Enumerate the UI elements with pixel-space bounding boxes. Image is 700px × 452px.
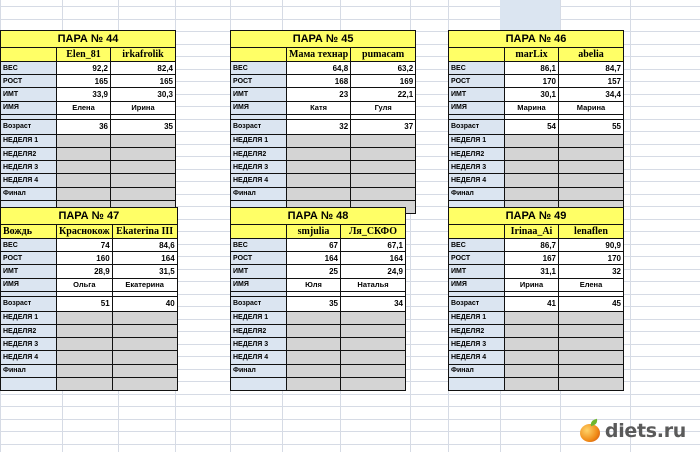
weight-cell[interactable]: 74 bbox=[57, 239, 113, 252]
age-cell[interactable]: 37 bbox=[351, 119, 416, 134]
weight-cell[interactable]: 86,1 bbox=[505, 62, 559, 75]
row-label: ИМТ bbox=[449, 265, 505, 278]
week-cell[interactable] bbox=[57, 147, 111, 160]
weight-cell[interactable]: 90,9 bbox=[559, 239, 624, 252]
pair-title[interactable]: ПАРА № 49 bbox=[449, 208, 624, 225]
week-cell[interactable] bbox=[57, 187, 111, 200]
week-cell[interactable] bbox=[57, 324, 113, 337]
row-label: РОСТ bbox=[231, 252, 287, 265]
name-cell[interactable]: Ольга bbox=[57, 278, 113, 291]
week-cell[interactable] bbox=[112, 338, 177, 351]
row-label: ИМЯ bbox=[1, 101, 57, 114]
name-cell[interactable]: Катя bbox=[287, 101, 351, 114]
name-cell[interactable]: Ирина bbox=[111, 101, 176, 114]
pair-title[interactable]: ПАРА № 44 bbox=[1, 31, 176, 48]
row-label: НЕДЕЛЯ 1 bbox=[231, 311, 287, 324]
height-cell[interactable]: 157 bbox=[559, 75, 624, 88]
row-label: Возраст bbox=[231, 296, 287, 311]
week-cell[interactable] bbox=[559, 147, 624, 160]
bmi-cell[interactable]: 23 bbox=[287, 88, 351, 101]
row-label: ИМТ bbox=[231, 265, 287, 278]
row-label: ВЕС bbox=[231, 62, 287, 75]
row-label: Финал bbox=[231, 364, 287, 377]
week-cell[interactable] bbox=[341, 338, 406, 351]
row-label: НЕДЕЛЯ 3 bbox=[1, 338, 57, 351]
nick-cell[interactable]: Ekaterina III bbox=[112, 225, 177, 239]
name-cell[interactable]: Марина bbox=[505, 101, 559, 114]
week-cell[interactable] bbox=[559, 351, 624, 364]
age-cell[interactable]: 41 bbox=[505, 296, 559, 311]
row-label: НЕДЕЛЯ 3 bbox=[231, 161, 287, 174]
name-cell[interactable]: Гуля bbox=[351, 101, 416, 114]
name-cell[interactable]: Юля bbox=[287, 278, 341, 291]
nick-cell[interactable]: irkafrolik bbox=[111, 48, 176, 62]
week-cell[interactable] bbox=[505, 377, 559, 390]
week-cell[interactable] bbox=[287, 311, 341, 324]
bmi-cell[interactable]: 22,1 bbox=[351, 88, 416, 101]
row-label: Возраст bbox=[231, 119, 287, 134]
week-cell[interactable] bbox=[341, 377, 406, 390]
nick-extra-cell[interactable] bbox=[1, 48, 57, 62]
weight-cell[interactable]: 86,7 bbox=[505, 239, 559, 252]
nick-cell[interactable]: marLix bbox=[505, 48, 559, 62]
week-cell[interactable] bbox=[287, 161, 351, 174]
blank-label bbox=[449, 377, 505, 390]
nick-cell[interactable]: smjulia bbox=[287, 225, 341, 239]
logo-text: diets.ru bbox=[604, 420, 686, 442]
week-cell[interactable] bbox=[351, 134, 416, 147]
row-label: НЕДЕЛЯ 4 bbox=[449, 174, 505, 187]
row-label: НЕДЕЛЯ 1 bbox=[1, 311, 57, 324]
pair-table bbox=[230, 207, 406, 391]
row-label: НЕДЕЛЯ 4 bbox=[1, 174, 57, 187]
row-label: РОСТ bbox=[1, 75, 57, 88]
row-label: НЕДЕЛЯ2 bbox=[231, 324, 287, 337]
age-cell[interactable]: 45 bbox=[559, 296, 624, 311]
week-cell[interactable] bbox=[505, 147, 559, 160]
week-cell[interactable] bbox=[287, 134, 351, 147]
week-cell[interactable] bbox=[57, 134, 111, 147]
row-label: НЕДЕЛЯ2 bbox=[1, 147, 57, 160]
row-label: НЕДЕЛЯ 4 bbox=[231, 351, 287, 364]
week-cell[interactable] bbox=[57, 338, 113, 351]
row-label: РОСТ bbox=[449, 75, 505, 88]
week-cell[interactable] bbox=[559, 134, 624, 147]
row-label: Финал bbox=[449, 364, 505, 377]
week-cell[interactable] bbox=[559, 311, 624, 324]
week-cell[interactable] bbox=[351, 174, 416, 187]
weight-cell[interactable]: 84,7 bbox=[559, 62, 624, 75]
height-cell[interactable]: 168 bbox=[287, 75, 351, 88]
weight-cell[interactable]: 64,8 bbox=[287, 62, 351, 75]
row-label: РОСТ bbox=[449, 252, 505, 265]
blank-label bbox=[231, 377, 287, 390]
row-label: НЕДЕЛЯ 1 bbox=[449, 134, 505, 147]
row-label: РОСТ bbox=[1, 252, 57, 265]
row-label: ИМЯ bbox=[231, 101, 287, 114]
height-cell[interactable]: 164 bbox=[287, 252, 341, 265]
week-cell[interactable] bbox=[505, 161, 559, 174]
pair-title[interactable]: ПАРА № 46 bbox=[449, 31, 624, 48]
week-cell[interactable] bbox=[559, 187, 624, 200]
week-cell[interactable] bbox=[559, 174, 624, 187]
row-label: ВЕС bbox=[231, 239, 287, 252]
row-label: НЕДЕЛЯ 1 bbox=[231, 134, 287, 147]
week-cell[interactable] bbox=[351, 147, 416, 160]
age-cell[interactable]: 34 bbox=[341, 296, 406, 311]
row-label: НЕДЕЛЯ 4 bbox=[231, 174, 287, 187]
row-label: ИМЯ bbox=[231, 278, 287, 291]
week-cell[interactable] bbox=[559, 324, 624, 337]
name-cell[interactable]: Марина bbox=[559, 101, 624, 114]
age-cell[interactable]: 55 bbox=[559, 119, 624, 134]
week-cell[interactable] bbox=[287, 351, 341, 364]
week-cell[interactable] bbox=[341, 311, 406, 324]
week-cell[interactable] bbox=[57, 311, 113, 324]
week-cell[interactable] bbox=[112, 324, 177, 337]
nick-cell[interactable]: Elen_81 bbox=[57, 48, 111, 62]
row-label: Возраст bbox=[449, 119, 505, 134]
row-label: ИМТ bbox=[231, 88, 287, 101]
row-label: ВЕС bbox=[1, 62, 57, 75]
nick-extra-cell[interactable] bbox=[449, 225, 505, 239]
name-cell[interactable]: Елена bbox=[559, 278, 624, 291]
row-label: ВЕС bbox=[1, 239, 57, 252]
week-cell[interactable] bbox=[341, 364, 406, 377]
bmi-cell[interactable]: 30,3 bbox=[111, 88, 176, 101]
age-cell[interactable]: 35 bbox=[287, 296, 341, 311]
nick-extra-cell[interactable] bbox=[449, 48, 505, 62]
week-cell[interactable] bbox=[112, 311, 177, 324]
nick-cell[interactable]: Мама технар bbox=[287, 48, 351, 62]
nick-extra-cell[interactable]: Вождь bbox=[1, 225, 57, 239]
week-cell[interactable] bbox=[341, 324, 406, 337]
week-cell[interactable] bbox=[287, 187, 351, 200]
row-label: НЕДЕЛЯ 4 bbox=[1, 351, 57, 364]
week-cell[interactable] bbox=[287, 364, 341, 377]
row-label: НЕДЕЛЯ2 bbox=[1, 324, 57, 337]
row-label: НЕДЕЛЯ2 bbox=[449, 324, 505, 337]
week-cell[interactable] bbox=[111, 134, 176, 147]
row-label: ИМТ bbox=[1, 265, 57, 278]
nick-cell[interactable]: Irinaa_Ai bbox=[505, 225, 559, 239]
age-cell[interactable]: 51 bbox=[57, 296, 113, 311]
nick-cell[interactable]: pumacam bbox=[351, 48, 416, 62]
height-cell[interactable]: 165 bbox=[57, 75, 111, 88]
week-cell[interactable] bbox=[559, 377, 624, 390]
week-cell[interactable] bbox=[112, 364, 177, 377]
diets-logo bbox=[579, 420, 686, 442]
week-cell[interactable] bbox=[505, 364, 559, 377]
week-cell[interactable] bbox=[111, 174, 176, 187]
bmi-cell[interactable]: 32 bbox=[559, 265, 624, 278]
week-cell[interactable] bbox=[559, 338, 624, 351]
week-cell[interactable] bbox=[505, 324, 559, 337]
row-label: НЕДЕЛЯ 1 bbox=[1, 134, 57, 147]
row-label: ИМЯ bbox=[449, 278, 505, 291]
age-cell[interactable]: 36 bbox=[57, 119, 111, 134]
week-cell[interactable] bbox=[505, 187, 559, 200]
week-cell[interactable] bbox=[287, 377, 341, 390]
row-label: НЕДЕЛЯ 3 bbox=[231, 338, 287, 351]
row-label: Финал bbox=[1, 364, 57, 377]
week-cell[interactable] bbox=[505, 134, 559, 147]
age-cell[interactable]: 35 bbox=[111, 119, 176, 134]
height-cell[interactable]: 164 bbox=[341, 252, 406, 265]
bmi-cell[interactable]: 25 bbox=[287, 265, 341, 278]
nick-cell[interactable]: Ля_СКФО bbox=[341, 225, 406, 239]
bmi-cell[interactable]: 33,9 bbox=[57, 88, 111, 101]
pair-table bbox=[448, 207, 624, 391]
bmi-cell[interactable]: 28,9 bbox=[57, 265, 113, 278]
bmi-cell[interactable]: 31,1 bbox=[505, 265, 559, 278]
week-cell[interactable] bbox=[505, 311, 559, 324]
age-cell[interactable]: 32 bbox=[287, 119, 351, 134]
height-cell[interactable]: 170 bbox=[559, 252, 624, 265]
blank-label bbox=[1, 377, 57, 390]
name-cell[interactable]: Наталья bbox=[341, 278, 406, 291]
row-label: ИМТ bbox=[1, 88, 57, 101]
weight-cell[interactable]: 84,6 bbox=[112, 239, 177, 252]
row-label: НЕДЕЛЯ 3 bbox=[449, 338, 505, 351]
row-label: Возраст bbox=[1, 296, 57, 311]
row-label: Финал bbox=[1, 187, 57, 200]
week-cell[interactable] bbox=[559, 161, 624, 174]
nick-extra-cell[interactable] bbox=[231, 225, 287, 239]
week-cell[interactable] bbox=[57, 364, 113, 377]
row-label: ВЕС bbox=[449, 62, 505, 75]
bmi-cell[interactable]: 34,4 bbox=[559, 88, 624, 101]
height-cell[interactable]: 169 bbox=[351, 75, 416, 88]
nick-cell[interactable]: abelia bbox=[559, 48, 624, 62]
week-cell[interactable] bbox=[505, 338, 559, 351]
pair-title[interactable]: ПАРА № 45 bbox=[231, 31, 416, 48]
week-cell[interactable] bbox=[505, 351, 559, 364]
week-cell[interactable] bbox=[112, 377, 177, 390]
row-label: Возраст bbox=[449, 296, 505, 311]
week-cell[interactable] bbox=[287, 338, 341, 351]
selected-cell[interactable] bbox=[500, 0, 560, 30]
row-label: НЕДЕЛЯ 4 bbox=[449, 351, 505, 364]
pair-table bbox=[230, 30, 416, 214]
row-label: ИМЯ bbox=[1, 278, 57, 291]
row-label: Финал bbox=[449, 187, 505, 200]
row-label: ВЕС bbox=[449, 239, 505, 252]
name-cell[interactable]: Елена bbox=[57, 101, 111, 114]
pair-table bbox=[0, 30, 176, 214]
pair-table bbox=[448, 30, 624, 214]
nick-cell[interactable]: Краснокож bbox=[57, 225, 113, 239]
weight-cell[interactable]: 67,1 bbox=[341, 239, 406, 252]
weight-cell[interactable]: 63,2 bbox=[351, 62, 416, 75]
row-label: НЕДЕЛЯ2 bbox=[449, 147, 505, 160]
week-cell[interactable] bbox=[559, 364, 624, 377]
name-cell[interactable]: Екатерина bbox=[112, 278, 177, 291]
row-label: НЕДЕЛЯ 1 bbox=[449, 311, 505, 324]
pair-title[interactable]: ПАРА № 47 bbox=[1, 208, 178, 225]
row-label: НЕДЕЛЯ 3 bbox=[449, 161, 505, 174]
height-cell[interactable]: 167 bbox=[505, 252, 559, 265]
week-cell[interactable] bbox=[111, 187, 176, 200]
nick-extra-cell[interactable] bbox=[231, 48, 287, 62]
week-cell[interactable] bbox=[57, 377, 113, 390]
weight-cell[interactable]: 82,4 bbox=[111, 62, 176, 75]
row-label: ИМТ bbox=[449, 88, 505, 101]
nick-cell[interactable]: lenaflen bbox=[559, 225, 624, 239]
row-label: НЕДЕЛЯ 3 bbox=[1, 161, 57, 174]
week-cell[interactable] bbox=[341, 351, 406, 364]
bmi-cell[interactable]: 24,9 bbox=[341, 265, 406, 278]
row-label: Финал bbox=[231, 187, 287, 200]
height-cell[interactable]: 165 bbox=[111, 75, 176, 88]
week-cell[interactable] bbox=[351, 187, 416, 200]
apple-icon bbox=[579, 420, 601, 442]
height-cell[interactable]: 160 bbox=[57, 252, 113, 265]
pair-title[interactable]: ПАРА № 48 bbox=[231, 208, 406, 225]
week-cell[interactable] bbox=[57, 161, 111, 174]
weight-cell[interactable]: 67 bbox=[287, 239, 341, 252]
age-cell[interactable]: 40 bbox=[112, 296, 177, 311]
week-cell[interactable] bbox=[57, 351, 113, 364]
week-cell[interactable] bbox=[287, 174, 351, 187]
week-cell[interactable] bbox=[287, 147, 351, 160]
name-cell[interactable]: Ирина bbox=[505, 278, 559, 291]
week-cell[interactable] bbox=[505, 174, 559, 187]
row-label: РОСТ bbox=[231, 75, 287, 88]
bmi-cell[interactable]: 31,5 bbox=[112, 265, 177, 278]
age-cell[interactable]: 54 bbox=[505, 119, 559, 134]
pair-table bbox=[0, 207, 178, 391]
week-cell[interactable] bbox=[111, 161, 176, 174]
week-cell[interactable] bbox=[351, 161, 416, 174]
height-cell[interactable]: 164 bbox=[112, 252, 177, 265]
height-cell[interactable]: 170 bbox=[505, 75, 559, 88]
weight-cell[interactable]: 92,2 bbox=[57, 62, 111, 75]
week-cell[interactable] bbox=[287, 324, 341, 337]
row-label: НЕДЕЛЯ2 bbox=[231, 147, 287, 160]
row-label: Возраст bbox=[1, 119, 57, 134]
week-cell[interactable] bbox=[57, 174, 111, 187]
week-cell[interactable] bbox=[111, 147, 176, 160]
bmi-cell[interactable]: 30,1 bbox=[505, 88, 559, 101]
row-label: ИМЯ bbox=[449, 101, 505, 114]
week-cell[interactable] bbox=[112, 351, 177, 364]
